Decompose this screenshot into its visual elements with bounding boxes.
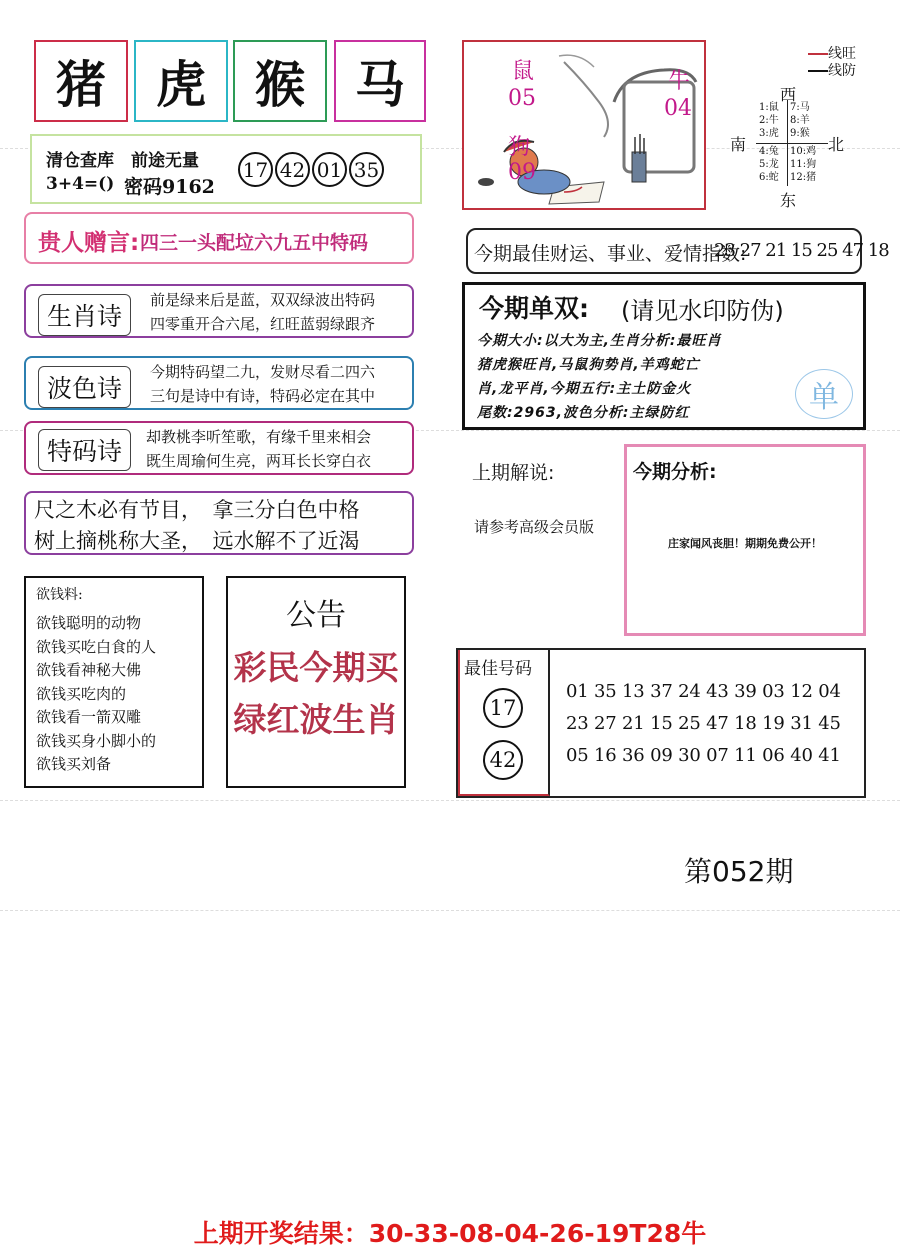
danshuang-title: 今期单双: (479, 294, 589, 323)
best-numbers-rows (566, 676, 841, 772)
compass-cell: 8:羊 (790, 115, 810, 126)
notice-title: 公告 (286, 598, 346, 633)
pic-ox-num: 04 (664, 96, 692, 121)
number-circle: 01 (312, 152, 347, 187)
yuqian-item: 欲钱聪明的动物 (36, 614, 142, 632)
poem-line: 三句是诗中有诗，特码必定在其中 (150, 387, 376, 405)
proverb-line-2: 树上摘桃称大圣， 远水解不了近渴 (34, 529, 360, 553)
poem-label: 波色诗 (38, 366, 131, 408)
compass-cell: 6:蛇 (759, 172, 779, 183)
poem-lines (150, 288, 375, 336)
best-circle-1: 17 (483, 688, 523, 728)
yuqian-title: 欲钱料: (36, 587, 83, 603)
notice-panel (226, 576, 406, 788)
compass-west: 西 (780, 85, 797, 104)
yuqian-panel (24, 576, 204, 788)
zodiac-box-1: 猪 (34, 40, 128, 122)
this-analysis-panel (624, 444, 866, 636)
legend-black-row (808, 63, 856, 80)
legend-red-label: 线旺 (828, 46, 856, 62)
danshuang-panel (462, 282, 866, 430)
scan-line (0, 910, 900, 911)
pic-dog-num: 09 (508, 160, 536, 185)
zodiac-box-4: 马 (334, 40, 426, 122)
yuqian-item: 欲钱买刘备 (36, 755, 112, 773)
stock-circles (238, 152, 386, 187)
yuqian-item: 欲钱看神秘大佛 (36, 661, 142, 679)
compass-legend (808, 46, 856, 80)
yuqian-item: 欲钱买吃白食的人 (36, 637, 157, 656)
fortune-panel (466, 228, 889, 274)
pic-ox: 牛 (668, 69, 691, 94)
poem-line: 却教桃李听笙歌，有缘千里来相会 (146, 428, 372, 446)
danshuang-subtitle: (请见水印防伪) (621, 297, 784, 325)
compass-grid (756, 100, 828, 186)
best-numbers-row: 05 16 36 09 30 07 11 06 40 41 (566, 745, 841, 766)
poem-lines (146, 425, 371, 473)
this-analysis-title: 今期分析: (633, 461, 717, 483)
picture-panel (462, 40, 706, 210)
best-numbers-side (458, 650, 550, 796)
best-numbers-label: 最佳号码 (464, 659, 532, 679)
notice-line-1: 彩民今期买 (233, 648, 399, 687)
pic-rat: 鼠 (512, 59, 535, 84)
compass-left-bottom (759, 145, 779, 184)
stock-equation: 3+4=() (46, 174, 115, 194)
last-result: 上期开奖结果：30-33-08-04-26-19T28牛 (193, 1219, 707, 1248)
danshuang-watermark: 单 (795, 369, 853, 419)
poem-line: 前是绿来后是蓝，双双绿波出特码 (150, 291, 376, 309)
compass-cell: 2:牛 (759, 115, 779, 126)
danshuang-line: 猪虎猴旺肖,马鼠狗势肖,羊鸡蛇亡 (477, 357, 700, 373)
compass-cell: 9:猴 (790, 128, 810, 139)
zodiac-box-2: 虎 (134, 40, 228, 122)
last-analysis-title: 上期解说: (472, 462, 555, 484)
guiren-text: 四三一头配垃六九五中特码 (140, 232, 369, 254)
danshuang-lines (477, 329, 722, 425)
poem-lines (150, 360, 375, 408)
guiren-panel (24, 212, 414, 264)
yuqian-list (36, 612, 156, 777)
stock-panel (30, 134, 422, 204)
poem-line: 既生周瑜何生亮，两耳长长穿白衣 (146, 452, 372, 470)
danshuang-line: 肖,龙平肖,今期五行:主土防金火 (477, 381, 692, 397)
number-circle: 42 (275, 152, 310, 187)
compass-cell: 10:鸡 (790, 146, 817, 157)
stock-line-1: 清仓查库 前途无量 (46, 151, 199, 171)
last-analysis-note: 请参考高级会员版 (474, 518, 595, 536)
number-circle: 35 (349, 152, 384, 187)
compass-cell: 7:马 (790, 102, 810, 113)
poem-panel-color (24, 356, 414, 410)
poem-line: 四零重开合六尾，红旺蓝弱绿跟齐 (150, 315, 376, 333)
compass-south: 南 (730, 135, 747, 154)
yuqian-item: 欲钱看一箭双雕 (36, 708, 142, 726)
compass-cell: 3:虎 (759, 128, 779, 139)
poem-panel-special (24, 421, 414, 475)
notice-line-2: 绿红波生肖 (233, 700, 399, 739)
compass-north: 北 (828, 135, 845, 154)
compass-cell: 4:兔 (759, 146, 779, 157)
guiren-label: 贵人赠言: (38, 230, 140, 256)
compass-cell: 1:鼠 (759, 102, 779, 113)
best-circle-2: 42 (483, 740, 523, 780)
yuqian-item: 欲钱买吃肉的 (36, 684, 127, 703)
number-circle: 17 (238, 152, 273, 187)
scan-line (0, 800, 900, 801)
poem-label: 生肖诗 (38, 294, 131, 336)
zodiac-box-3: 猴 (233, 40, 327, 122)
poem-panel-zodiac (24, 284, 414, 338)
poem-label: 特码诗 (38, 429, 131, 471)
yuqian-item: 欲钱买身小脚小的 (36, 731, 157, 750)
legend-red-row (808, 46, 856, 63)
legend-black-label: 线防 (828, 63, 856, 79)
issue-number: 第052期 (684, 855, 794, 888)
compass-hline (756, 143, 828, 144)
compass-left-top (759, 101, 779, 140)
compass-right-bottom (790, 145, 816, 184)
compass-right-top (790, 101, 810, 140)
this-analysis-text: 庄家闻风丧胆！期期免费公开！ (668, 537, 822, 550)
fortune-label: 今期最佳财运、事业、爱情指数: (474, 243, 747, 265)
best-numbers-row: 01 35 13 37 24 43 39 03 12 04 (566, 681, 841, 702)
best-numbers-row: 23 27 21 15 25 47 18 19 31 45 (566, 713, 841, 734)
proverb-line-1: 尺之木必有节目， 拿三分白色中格 (34, 498, 360, 522)
fortune-numbers: 23 27 21 15 25 47 18 (714, 240, 889, 261)
compass-east: 东 (780, 191, 797, 210)
proverb-panel (24, 491, 414, 555)
compass-cell: 12:猪 (790, 172, 817, 183)
pic-rat-num: 05 (508, 86, 536, 111)
pic-dog: 狗 (508, 135, 531, 160)
danshuang-line: 今期大小:以大为主,生肖分析:最旺肖 (477, 333, 722, 349)
compass-cell: 11:狗 (790, 159, 817, 170)
poem-line: 今期特码望二九，发财尽看二四六 (150, 363, 376, 381)
best-numbers-panel (456, 648, 866, 798)
stock-password: 密码9162 (124, 176, 215, 198)
danshuang-line: 尾数:2963,波色分析:主绿防红 (477, 405, 690, 421)
compass-cell: 5:龙 (759, 159, 779, 170)
